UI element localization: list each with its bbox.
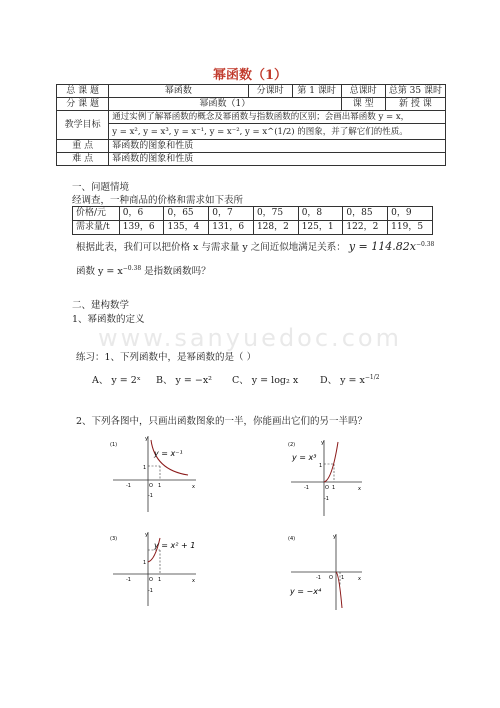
cell: 139，6: [119, 221, 164, 235]
cell: 119，5: [388, 221, 433, 235]
cell: 125，1: [298, 221, 343, 235]
cell: 幂函数（1）: [109, 98, 341, 111]
exercise-question: 练习：1、下列函数中，是幂函数的是（ ）: [76, 352, 257, 363]
cell: 幂函数: [109, 85, 248, 98]
graph-label: y = −x⁴: [290, 587, 322, 596]
origin-label: O: [325, 485, 329, 491]
tick-label: 1: [143, 560, 147, 566]
axis-y-label: y: [333, 534, 336, 540]
graph-number: (4): [288, 536, 296, 542]
axis-y-label: y: [321, 440, 324, 446]
graph-label: y = x² + 1: [154, 541, 196, 550]
origin-label: O: [149, 483, 153, 489]
cell: 131，6: [209, 221, 254, 235]
cell: 重 点: [57, 140, 109, 153]
option-a: A、 y = 2ˣ: [92, 375, 141, 386]
cell: 0，85: [343, 207, 388, 221]
table-row: [73, 207, 433, 221]
tick-label: -1: [324, 496, 329, 502]
graph-3: [108, 528, 202, 608]
axis-y-label: y: [145, 436, 148, 442]
graph-4: [286, 530, 366, 612]
tick-label: -1: [148, 493, 153, 499]
cell: 第 1 课时: [292, 85, 341, 98]
fit-text: 根据此表，我们可以把价格 x 与需求量 y 之间近似地满足关系：: [76, 242, 346, 253]
tick-label: -1: [304, 485, 309, 491]
cell: 0，75: [253, 207, 298, 221]
fit-exponent: −0.38: [415, 240, 435, 248]
cell: 需求量/t: [73, 221, 120, 235]
question-line: [76, 263, 211, 277]
cell: 0，65: [164, 207, 209, 221]
section-heading: 一、问题情境: [72, 182, 130, 193]
cell: 总第 35 课时: [385, 85, 445, 98]
question-text: 是指数函数吗？: [144, 266, 211, 277]
tick-label: 1: [143, 465, 147, 471]
cell: 课 型: [341, 98, 385, 111]
cell: 新 授 课: [385, 98, 445, 111]
cell: 分课时: [248, 85, 292, 98]
tick-label: 1: [332, 485, 336, 491]
cell: 128，2: [253, 221, 298, 235]
graph-label: y = x³: [292, 453, 317, 462]
watermark: www.sanyuedoc.com: [98, 324, 402, 352]
graph-number: (3): [110, 536, 118, 542]
cell: 0，7: [209, 207, 254, 221]
option-b: B、 y = −x²: [156, 375, 212, 386]
cell: 教学目标: [57, 111, 109, 140]
origin-label: O: [149, 577, 153, 583]
cell: 价格/元: [73, 207, 120, 221]
cell: y = x², y = x³, y = x⁻¹, y = x⁻², y = x^(1/2) 的图象，并了解它们的性质。: [109, 124, 446, 140]
axis-x-label: x: [192, 578, 195, 584]
option-d-exponent: −1/2: [364, 373, 380, 381]
tick-label: -1: [316, 575, 321, 581]
paragraph: 经调查，一种商品的价格和需求如下表所: [72, 195, 244, 206]
cell: 0，9: [388, 207, 433, 221]
fit-formula: y = 114.82x: [348, 240, 416, 253]
cell: 幂函数的图象和性质: [109, 140, 446, 153]
origin-label: O: [329, 575, 333, 581]
cell: 0，6: [119, 207, 164, 221]
subsection-heading: 1、幂函数的定义: [72, 314, 145, 325]
fit-paragraph: [76, 239, 434, 253]
price-demand-table: [72, 206, 433, 235]
question-exponent: −0.38: [122, 264, 142, 272]
axis-x-label: x: [192, 484, 195, 490]
exercise-question: 2、下列各图中，只画出函数图象的一半，你能画出它们的另一半吗？: [76, 416, 368, 427]
option-c: C、 y = log₂ x: [232, 375, 299, 386]
table-row: [73, 221, 433, 235]
tick-label: -1: [148, 588, 153, 594]
axis-y-label: y: [145, 532, 148, 538]
option-d: [320, 372, 380, 386]
cell: 幂函数的图象和性质: [109, 153, 446, 166]
cell: 135，4: [164, 221, 209, 235]
lesson-header-table: [56, 84, 446, 166]
cell: 0，8: [298, 207, 343, 221]
graph-2: [286, 436, 366, 518]
tick-label: -1: [126, 577, 131, 583]
cell: 难 点: [57, 153, 109, 166]
curve: [324, 442, 338, 482]
section-heading: 二、建构数学: [72, 300, 130, 311]
graph-label: y = x⁻¹: [154, 449, 183, 458]
cell: 总课时: [341, 85, 385, 98]
tick-label: -1: [126, 483, 131, 489]
axis-x-label: x: [358, 486, 361, 492]
page-title: 幂函数（1）: [212, 68, 288, 83]
axis-x-label: x: [358, 576, 361, 582]
tick-label: 1: [158, 483, 162, 489]
cell: 122，2: [343, 221, 388, 235]
tick-label: 1: [341, 575, 345, 581]
question-function: 函数 y = x: [76, 266, 123, 277]
cell: 通过实例了解幂函数的概念及幂函数与指数函数的区别；会画出幂函数 y = x，: [109, 111, 446, 124]
option-d-base: D、 y = x: [320, 375, 365, 386]
graph-1: [108, 432, 202, 514]
tick-label: 1: [319, 463, 323, 469]
cell: 总 课 题: [57, 85, 109, 98]
tick-label: 1: [158, 577, 162, 583]
graph-number: (1): [110, 442, 118, 448]
graph-number: (2): [288, 442, 296, 448]
cell: 分 课 题: [57, 98, 109, 111]
